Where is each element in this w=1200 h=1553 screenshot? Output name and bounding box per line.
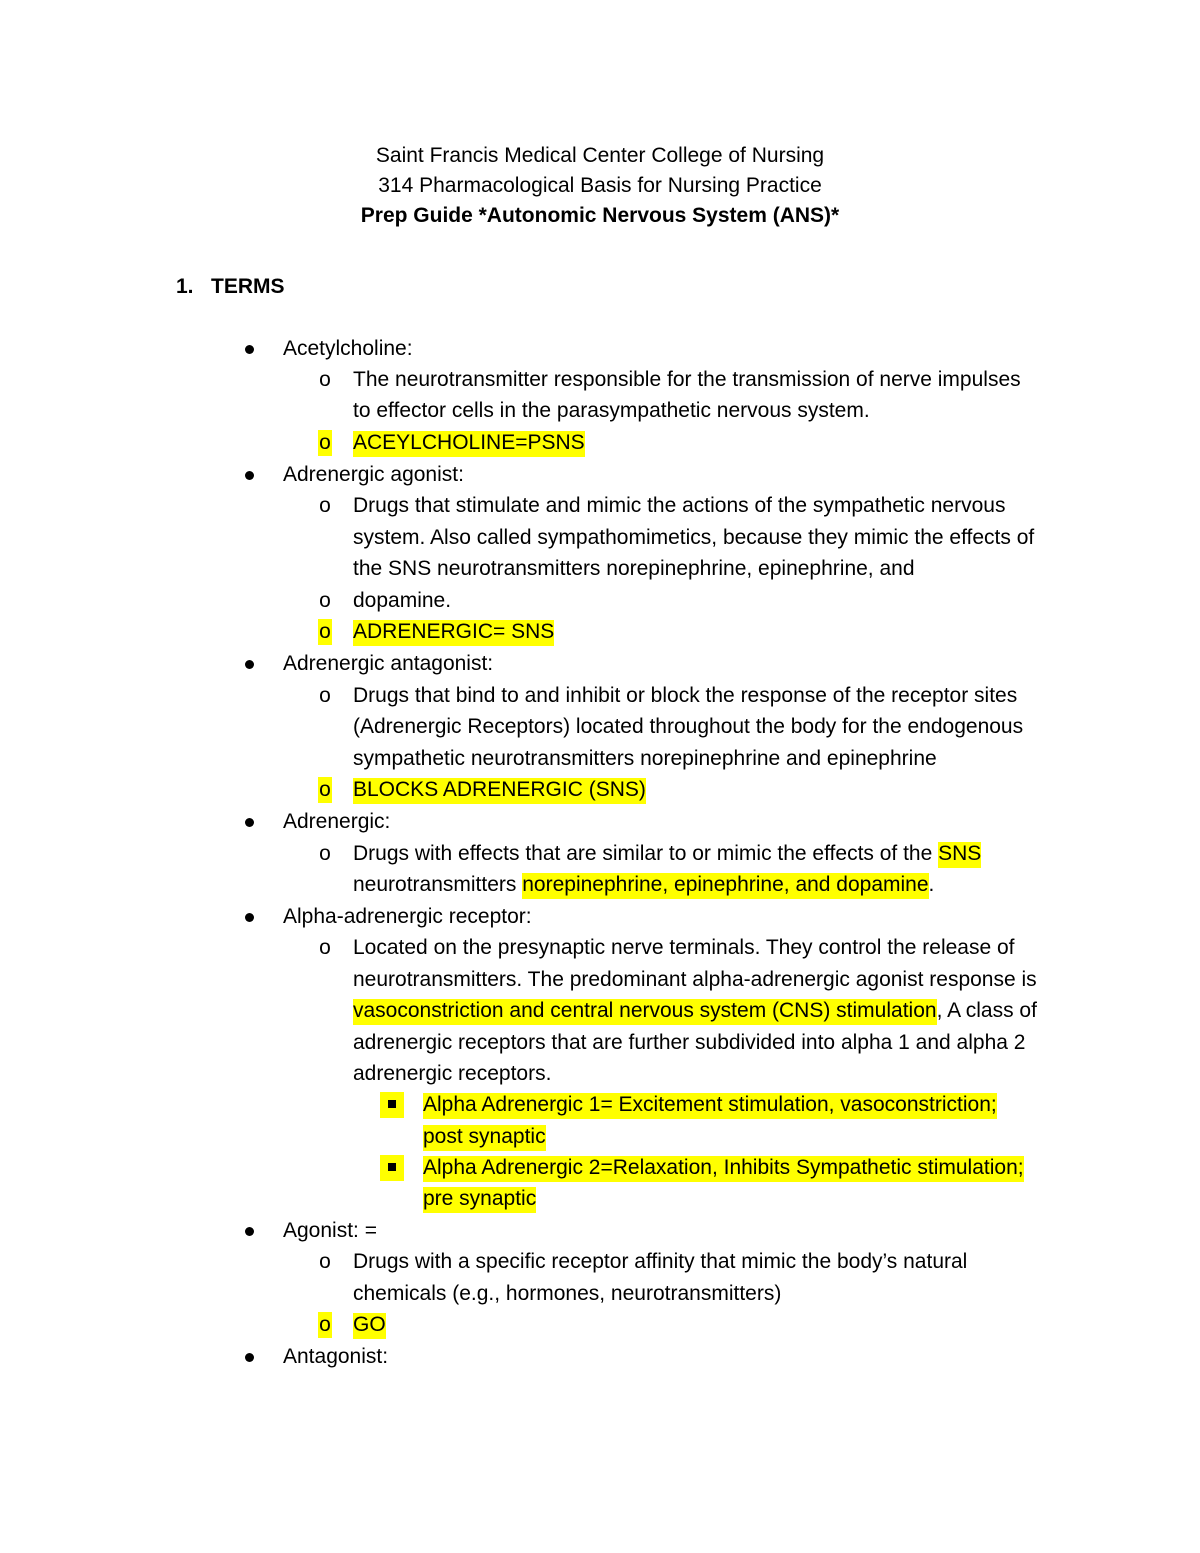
highlight-text: vasoconstriction and central nervous system (CNS) stimulation [353,999,937,1025]
circle-bullet-icon: o [319,620,331,643]
definition-line: dopamine. [353,589,452,612]
guide-title: Prep Guide *Autonomic Nervous System (ANS)* [360,204,840,227]
circle-bullet-icon: o [319,936,331,959]
term-adrenergic-antagonist: Adrenergic antagonist: [283,652,494,675]
bullet-icon [245,913,254,922]
definition-line: neurotransmitters. The predominant alpha-adrenergic agonist response is [353,968,1037,991]
definition-line [353,998,1037,1024]
bullet-icon [245,818,254,827]
definition-text: , A class of [936,999,1037,1022]
term-alpha-adrenergic-receptor: Alpha-adrenergic receptor: [283,905,532,928]
section-title: TERMS [211,275,285,298]
highlight-text: SNS [938,842,981,868]
circle-bullet-icon: o [319,589,331,612]
term-agonist: Agonist: = [283,1219,377,1242]
bullet-icon [245,345,254,354]
sub-item-line [423,1124,546,1150]
definition-line: sympathetic neurotransmitters norepinephrine and epinephrine [353,747,937,770]
definition-line: the SNS neurotransmitters norepinephrine, epinephrine, and [353,557,915,580]
definition-line: Drugs with a specific receptor affinity that mimic the body’s natural [353,1250,968,1273]
sub-item-line [423,1092,997,1118]
definition-line [353,841,981,867]
definition-line: Located on the presynaptic nerve terminals. They control the release of [353,936,1015,959]
square-bullet-icon [388,1163,396,1171]
definition-line [353,872,934,898]
sub-item-line [423,1186,536,1212]
circle-bullet-icon: o [319,1313,331,1336]
circle-bullet-icon: o [319,778,331,801]
circle-bullet-icon: o [319,684,331,707]
sub-item-line [423,1155,1024,1181]
term-adrenergic-agonist: Adrenergic agonist: [283,463,464,486]
circle-bullet-icon: o [319,842,331,865]
circle-bullet-icon: o [319,431,331,454]
circle-bullet-icon: o [319,1250,331,1273]
highlight-text: post synaptic [423,1125,546,1151]
definition-line: adrenergic receptors. [353,1062,552,1085]
highlight-note [353,619,554,645]
definition-text: . [928,873,935,896]
term-adrenergic: Adrenergic: [283,810,391,833]
definition-line: (Adrenergic Receptors) located throughout the body for the endogenous [353,715,1024,738]
definition-line: chemicals (e.g., hormones, neurotransmitters) [353,1282,782,1305]
highlight-note [353,1312,386,1338]
highlight-text: ACEYLCHOLINE=PSNS [353,431,585,457]
bullet-icon [245,1227,254,1236]
highlight-text: pre synaptic [423,1187,536,1213]
term-antagonist: Antagonist: [283,1345,389,1368]
highlight-note [353,777,646,803]
bullet-icon [245,660,254,669]
definition-text: Drugs with effects that are similar to or mimic the effects of the [353,842,939,865]
bullet-icon [245,1353,254,1362]
highlight-text: Alpha Adrenergic 1= Excitement stimulation, vasoconstriction; [423,1093,997,1119]
highlight-note [353,430,585,456]
section-number: 1. [176,275,194,298]
definition-line: system. Also called sympathomimetics, because they mimic the effects of [353,526,1035,549]
bullet-icon [245,471,254,480]
circle-bullet-icon: o [319,494,331,517]
highlight-text: ADRENERGIC= SNS [353,620,554,646]
course-title: 314 Pharmacological Basis for Nursing Practice [378,174,822,197]
highlight-text: BLOCKS ADRENERGIC (SNS) [353,778,646,804]
definition-line: to effector cells in the parasympathetic nervous system. [353,399,870,422]
definition-line: The neurotransmitter responsible for the transmission of nerve impulses [353,368,1021,391]
definition-line: Drugs that bind to and inhibit or block the response of the receptor sites [353,684,1018,707]
term-acetylcholine: Acetylcholine: [283,337,413,360]
definition-line: Drugs that stimulate and mimic the actions of the sympathetic nervous [353,494,1006,517]
square-bullet-icon [388,1100,396,1108]
highlight-text: Alpha Adrenergic 2=Relaxation, Inhibits Sympathetic stimulation; [423,1156,1024,1182]
definition-text: neurotransmitters [353,873,523,896]
circle-bullet-icon: o [319,368,331,391]
definition-line: adrenergic receptors that are further subdivided into alpha 1 and alpha 2 [353,1031,1026,1054]
highlight-text: norepinephrine, epinephrine, and dopamine [522,873,928,899]
highlight-text: GO [353,1313,386,1339]
college-name: Saint Francis Medical Center College of Nursing [375,144,825,167]
